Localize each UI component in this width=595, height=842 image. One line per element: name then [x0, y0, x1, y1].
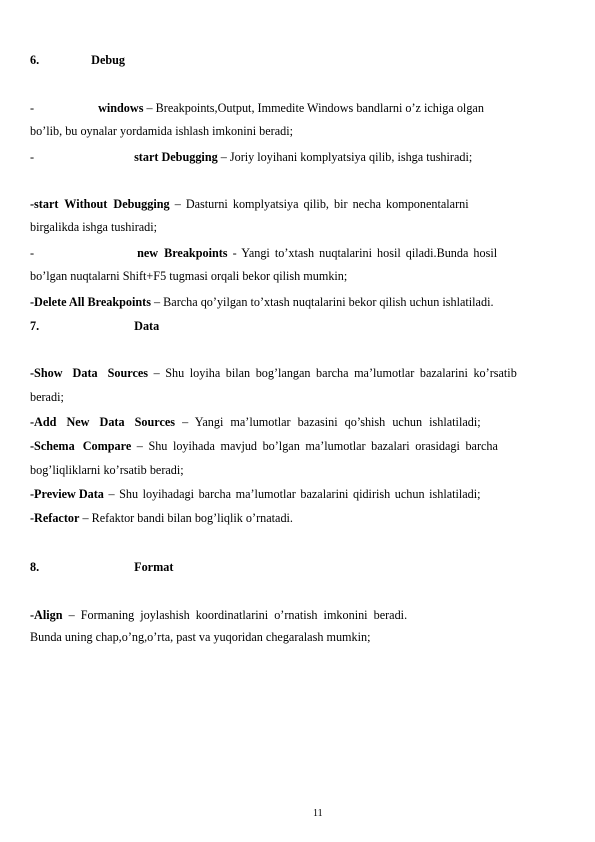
item-dash: - [30, 150, 35, 164]
schema-compare-item [30, 439, 498, 454]
delete-all-item [30, 295, 494, 310]
item-text: - Yangi to’xtash nuqtalarini hosil qiladi.Bunda hosil [227, 246, 498, 260]
item-dash: - [30, 246, 35, 260]
section-6-heading [30, 53, 125, 68]
show-data-sources-cont: beradi; [30, 390, 64, 404]
page-number: 11 [313, 808, 323, 819]
section-title: Debug [91, 53, 126, 67]
windows-item [30, 101, 484, 116]
align-item [30, 608, 407, 623]
item-term: -Preview Data [30, 487, 104, 501]
item-text: – Joriy loyihani komplyatsiya qilib, ishga tushiradi; [217, 150, 473, 164]
item-text: – Breakpoints,Output, Immedite Windows bandlarni o’z ichiga olgan [143, 101, 484, 115]
refactor-item [30, 511, 293, 526]
item-text: – Barcha qo’yilgan to’xtash nuqtalarini bekor qilish uchun ishlatiladi. [150, 295, 494, 309]
add-data-sources-item [30, 415, 481, 430]
item-text: – Dasturni komplyatsiya qilib, bir necha komponentalarni [169, 197, 469, 211]
item-text: – Formaning joylashish koordinatlarini o’rnatish imkonini beradi. [62, 608, 408, 622]
item-text: – Yangi ma’lumotlar bazasini qo’shish uchun ishlatiladi; [175, 415, 481, 429]
item-text: – Shu loyihadagi barcha ma’lumotlar bazalarini qidirish uchun ishlatiladi; [103, 487, 481, 501]
item-term: windows [98, 101, 144, 115]
section-title: Format [134, 560, 174, 574]
item-term: start Debugging [134, 150, 218, 164]
item-text: – Shu loyihada mavjud bo’lgan ma’lumotlar bazalari orasidagi barcha [131, 439, 498, 453]
section-8-heading [30, 560, 173, 575]
item-text: – Shu loyiha bilan bog’langan barcha ma’lumotlar bazalarini ko’rsatib [148, 366, 517, 380]
windows-item-cont: bo’lib, bu oynalar yordamida ishlash imkonini beradi; [30, 124, 293, 138]
item-text: – Refaktor bandi bilan bog’liqlik o’rnatadi. [79, 511, 293, 525]
item-term: -Refactor [30, 511, 80, 525]
item-term: -Show Data Sources [30, 366, 149, 380]
item-term: -Add New Data Sources [30, 415, 176, 429]
item-term: -Align [30, 608, 63, 622]
section-number: 8. [30, 560, 40, 574]
section-title: Data [134, 319, 160, 333]
item-term: -Delete All Breakpoints [30, 295, 151, 309]
new-breakpoints-cont: bo’lgan nuqtalarni Shift+F5 tugmasi orqali bekor qilish mumkin; [30, 269, 348, 283]
schema-compare-cont: bog’liqliklarni ko’rsatib beradi; [30, 463, 184, 477]
start-without-debugging-item [30, 197, 469, 212]
section-7-heading [30, 319, 159, 334]
item-term: new Breakpoints [137, 246, 228, 260]
start-debugging-item [30, 150, 472, 165]
item-term: -Schema Compare [30, 439, 132, 453]
show-data-sources-item [30, 366, 517, 381]
new-breakpoints-item [30, 246, 497, 261]
section-number: 7. [30, 319, 40, 333]
start-without-debugging-cont: birgalikda ishga tushiradi; [30, 220, 158, 234]
item-term: -start Without Debugging [30, 197, 170, 211]
section-number: 6. [30, 53, 40, 67]
item-dash: - [30, 101, 35, 115]
preview-data-item [30, 487, 481, 502]
align-cont: Bunda uning chap,o’ng,o’rta, past va yuqoridan chegaralash mumkin; [30, 630, 371, 644]
